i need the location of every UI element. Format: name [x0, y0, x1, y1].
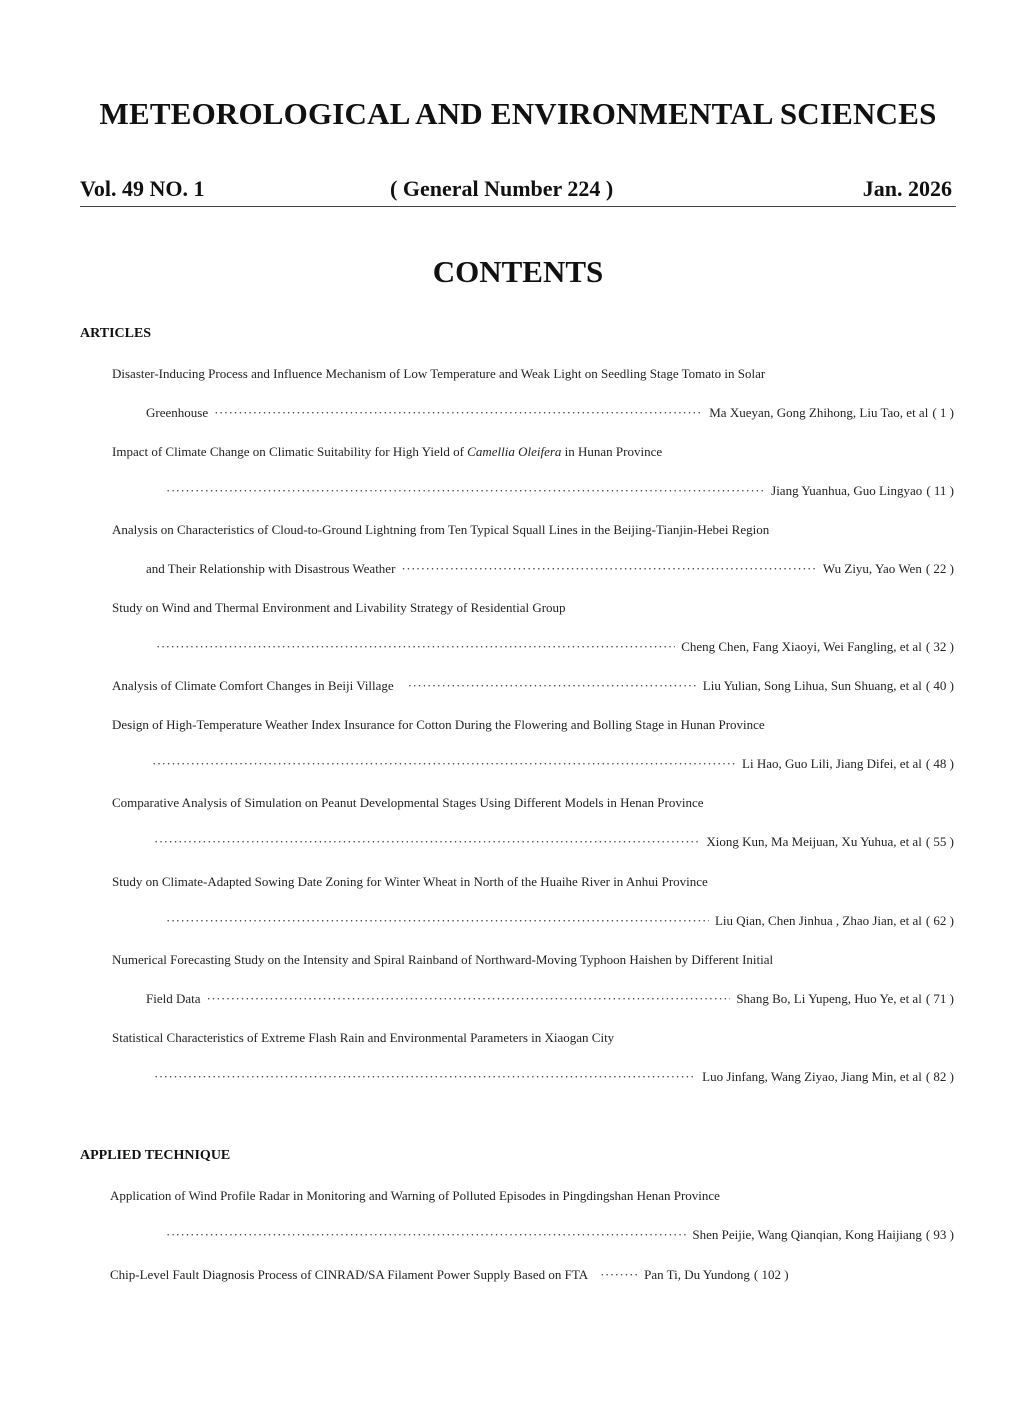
leader-dots [166, 1227, 686, 1243]
article-title-line: Design of High-Temperature Weather Index Insurance for Cotton During the Flowering and Bolling Stage in Hunan Province [112, 717, 765, 732]
page-number: ( 82 ) [925, 1069, 954, 1084]
general-number: ( General Number 224 ) [390, 176, 614, 201]
leader-dots [166, 483, 765, 499]
article-title-line: Analysis on Characteristics of Cloud-to-Ground Lightning from Ten Typical Squall Lines in the Beijing-Tianjin-Hebei Region [112, 522, 770, 537]
article-authors: Liu Yulian, Song Lihua, Sun Shuang, et al [702, 678, 922, 693]
article-authors: Jiang Yuanhua, Guo Lingyao [771, 483, 923, 498]
article-title-line: Statistical Characteristics of Extreme Flash Rain and Environmental Parameters in Xiaogan City [112, 1030, 615, 1045]
article-title-line: Application of Wind Profile Radar in Monitoring and Warning of Polluted Episodes in Pingdingshan Henan Province [110, 1188, 720, 1203]
toc-entry[interactable] [148, 834, 954, 850]
page-number: ( 62 ) [925, 913, 954, 928]
toc-entry[interactable] [150, 639, 954, 655]
article-authors: Ma Xueyan, Gong Zhihong, Liu Tao, et al [709, 405, 929, 420]
article-title-continued: Greenhouse [146, 405, 209, 420]
toc-entry[interactable] [160, 913, 954, 929]
article-title: Chip-Level Fault Diagnosis Process of CINRAD/SA Filament Power Supply Based on FTA [110, 1267, 589, 1282]
article-authors: Shang Bo, Li Yupeng, Huo Ye, et al [736, 991, 922, 1006]
toc-entry[interactable] [146, 561, 954, 577]
leader-dots [401, 561, 816, 577]
page-number: ( 1 ) [932, 405, 954, 420]
toc-entry[interactable] [146, 405, 954, 421]
article-title-continued: Field Data [146, 991, 201, 1006]
section-heading-articles: ARTICLES [80, 326, 152, 341]
leader-dots [166, 913, 709, 929]
section-heading-applied-technique: APPLIED TECHNIQUE [80, 1148, 231, 1163]
page-number: ( 93 ) [925, 1227, 954, 1242]
title-part: in Hunan Province [561, 444, 663, 459]
toc-entry[interactable] [160, 483, 954, 499]
contents-heading: CONTENTS [432, 254, 604, 289]
journal-title: METEOROLOGICAL AND ENVIRONMENTAL SCIENCES [99, 96, 937, 131]
article-authors: Liu Qian, Chen Jinhua , Zhao Jian, et al [714, 913, 922, 928]
issue-info-bar [80, 172, 956, 207]
article-authors: Shen Peijie, Wang Qianqian, Kong Haijiang [692, 1227, 922, 1242]
page-number: ( 22 ) [925, 561, 954, 576]
toc-entry[interactable] [146, 756, 954, 772]
leader-dots [214, 405, 703, 421]
leader-dots [156, 639, 675, 655]
page-number: ( 40 ) [925, 678, 954, 693]
article-authors: Wu Ziyu, Yao Wen [822, 561, 922, 576]
article-title-line: Comparative Analysis of Simulation on Peanut Developmental Stages Using Different Models in Henan Province [112, 795, 704, 810]
volume-number: Vol. 49 NO. 1 [80, 176, 205, 201]
article-title-line: Disaster-Inducing Process and Influence Mechanism of Low Temperature and Weak Light on Seedling Stage Tomato in Solar [112, 366, 766, 381]
leader-dots [154, 834, 700, 850]
leader-dots [154, 1069, 696, 1085]
title-part: Impact of Climate Change on Climatic Suitability for High Yield of [112, 444, 468, 459]
article-title-line: Study on Climate-Adapted Sowing Date Zoning for Winter Wheat in North of the Huaihe River in Anhui Province [112, 874, 708, 889]
toc-entry[interactable] [110, 1267, 954, 1283]
page-number: ( 102 ) [753, 1267, 789, 1282]
leader-dots [408, 678, 697, 694]
article-title-line: Numerical Forecasting Study on the Intensity and Spiral Rainband of Northward-Moving Typhoon Haishen by Different Initial [112, 952, 774, 967]
article-authors: Li Hao, Guo Lili, Jiang Difei, et al [742, 756, 922, 771]
article-title-line: Study on Wind and Thermal Environment and Livability Strategy of Residential Group [112, 600, 566, 615]
issue-date: Jan. 2026 [862, 176, 952, 201]
toc-entry[interactable] [148, 1069, 954, 1085]
article-title-continued: and Their Relationship with Disastrous Weather [146, 561, 396, 576]
leader-dots [600, 1267, 638, 1283]
toc-entry[interactable] [112, 678, 954, 694]
page-number: ( 11 ) [926, 483, 954, 498]
page-number: ( 48 ) [925, 756, 954, 771]
article-authors: Pan Ti, Du Yundong [644, 1267, 750, 1282]
page-number: ( 55 ) [925, 834, 954, 849]
article-title-line [112, 444, 662, 460]
article-title: Analysis of Climate Comfort Changes in Beiji Village [112, 678, 394, 693]
article-authors: Cheng Chen, Fang Xiaoyi, Wei Fangling, et al [681, 639, 922, 654]
page-number: ( 71 ) [925, 991, 954, 1006]
species-name: Camellia Oleifera [467, 444, 562, 459]
toc-entry[interactable] [160, 1227, 954, 1243]
page-number: ( 32 ) [925, 639, 954, 654]
article-authors: Xiong Kun, Ma Meijuan, Xu Yuhua, et al [706, 834, 922, 849]
toc-entry[interactable] [146, 991, 954, 1007]
leader-dots [207, 991, 731, 1007]
leader-dots [152, 756, 736, 772]
article-authors: Luo Jinfang, Wang Ziyao, Jiang Min, et al [702, 1069, 922, 1084]
